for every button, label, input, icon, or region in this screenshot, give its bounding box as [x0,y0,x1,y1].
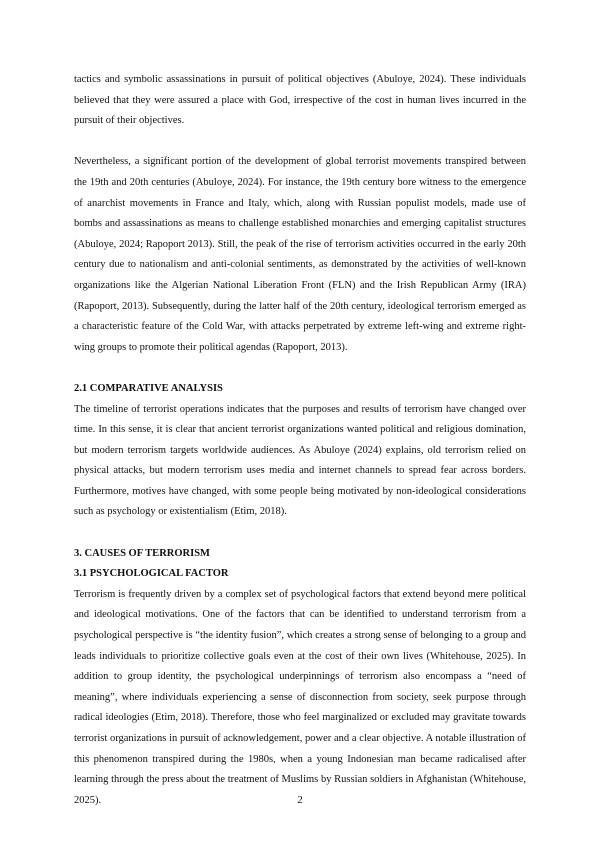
paragraph-abuloye-intro: tactics and symbolic assassinations in pursuit of political objectives (Abuloye, 2024). These individuals believed that they were assured a place with God, irrespective of the cost in human lives incurred in the pursuit of their objectives. [74,74,526,127]
paragraph-historical-development: Nevertheless, a significant portion of the development of global terrorist movements transpired between the 19th and 20th centuries (Abuloye, 2024). For instance, the 19th century bore witness to the emergence of anarchist movements in France and Italy, which, along with Russian populist models, made use of bombs and assassinations as means to challenge established monarchies and emerging capitalist structures (Abuloye, 2024; Rapoport 2013). Still, the peak of the rise of terrorism activities occurred in the early 20th century due to nationalism and anti-colonial sentiments, as demonstrated by the activities of well-known organizations like the Algerian National Liberation Front (FLN) and the Irish Republican Army (IRA) (Rapoport, 2013). Subsequently, during the latter half of the 20th century, ideological terrorism emerged as a characteristic feature of the Cold War, with attacks perpetrated by extreme left-wing and extreme right-wing groups to promote their political agendas (Rapoport, 2013). [74,156,526,353]
paragraph-psychological-factor: Terrorism is frequently driven by a complex set of psychological factors that extend beyond mere political and ideological motivations. One of the factors that can be identified to understand terrorism from a psychological perspective is “the identity fusion”, which creates a strong sense of belonging to a group and leads individuals to prioritize collective goals even at the cost of their own lives (Whitehouse, 2025). In addition to group identity, the psychological underpinnings of terrorism also encompass a “need of meaning”, where individuals experiencing a sense of disconnection from society, seek purpose through radical ideologies (Etim, 2018). Therefore, those who feel marginalized or excluded may gravitate towards terrorist organizations in pursuit of acknowledgement, power and a clear objective. A notable illustration of this phenomenon transpired during the 1980s, when a young Indonesian man became radicalised after learning through the press about the treatment of Muslims by Russian soldiers in Afghanistan (Whitehouse, 2025). [74,588,526,806]
document-body [74,70,526,811]
paragraph-comparative-analysis: The timeline of terrorist operations indicates that the purposes and results of terrorism have changed over time. In this sense, it is clear that ancient terrorist organizations wanted political and religious domination, but modern terrorism targets worldwide audiences. As Abuloye (2024) explains, old terrorism relied on physical attacks, but modern terrorism uses media and internet channels to spread fear across borders. Furthermore, motives have changed, with some people being motivated by non-ideological considerations such as psychology or existentialism (Etim, 2018). [74,403,526,518]
paragraph-spacer [74,358,526,379]
paragraph-spacer [74,132,526,153]
paragraph-spacer [74,523,526,544]
page-number: 2 [297,794,303,806]
section-heading-causes-of-terrorism: 3. CAUSES OF TERRORISM [74,547,210,559]
section-heading-psychological-factor: 3.1 PSYCHOLOGICAL FACTOR [74,568,229,580]
section-heading-comparative-analysis: 2.1 COMPARATIVE ANALYSIS [74,382,223,394]
